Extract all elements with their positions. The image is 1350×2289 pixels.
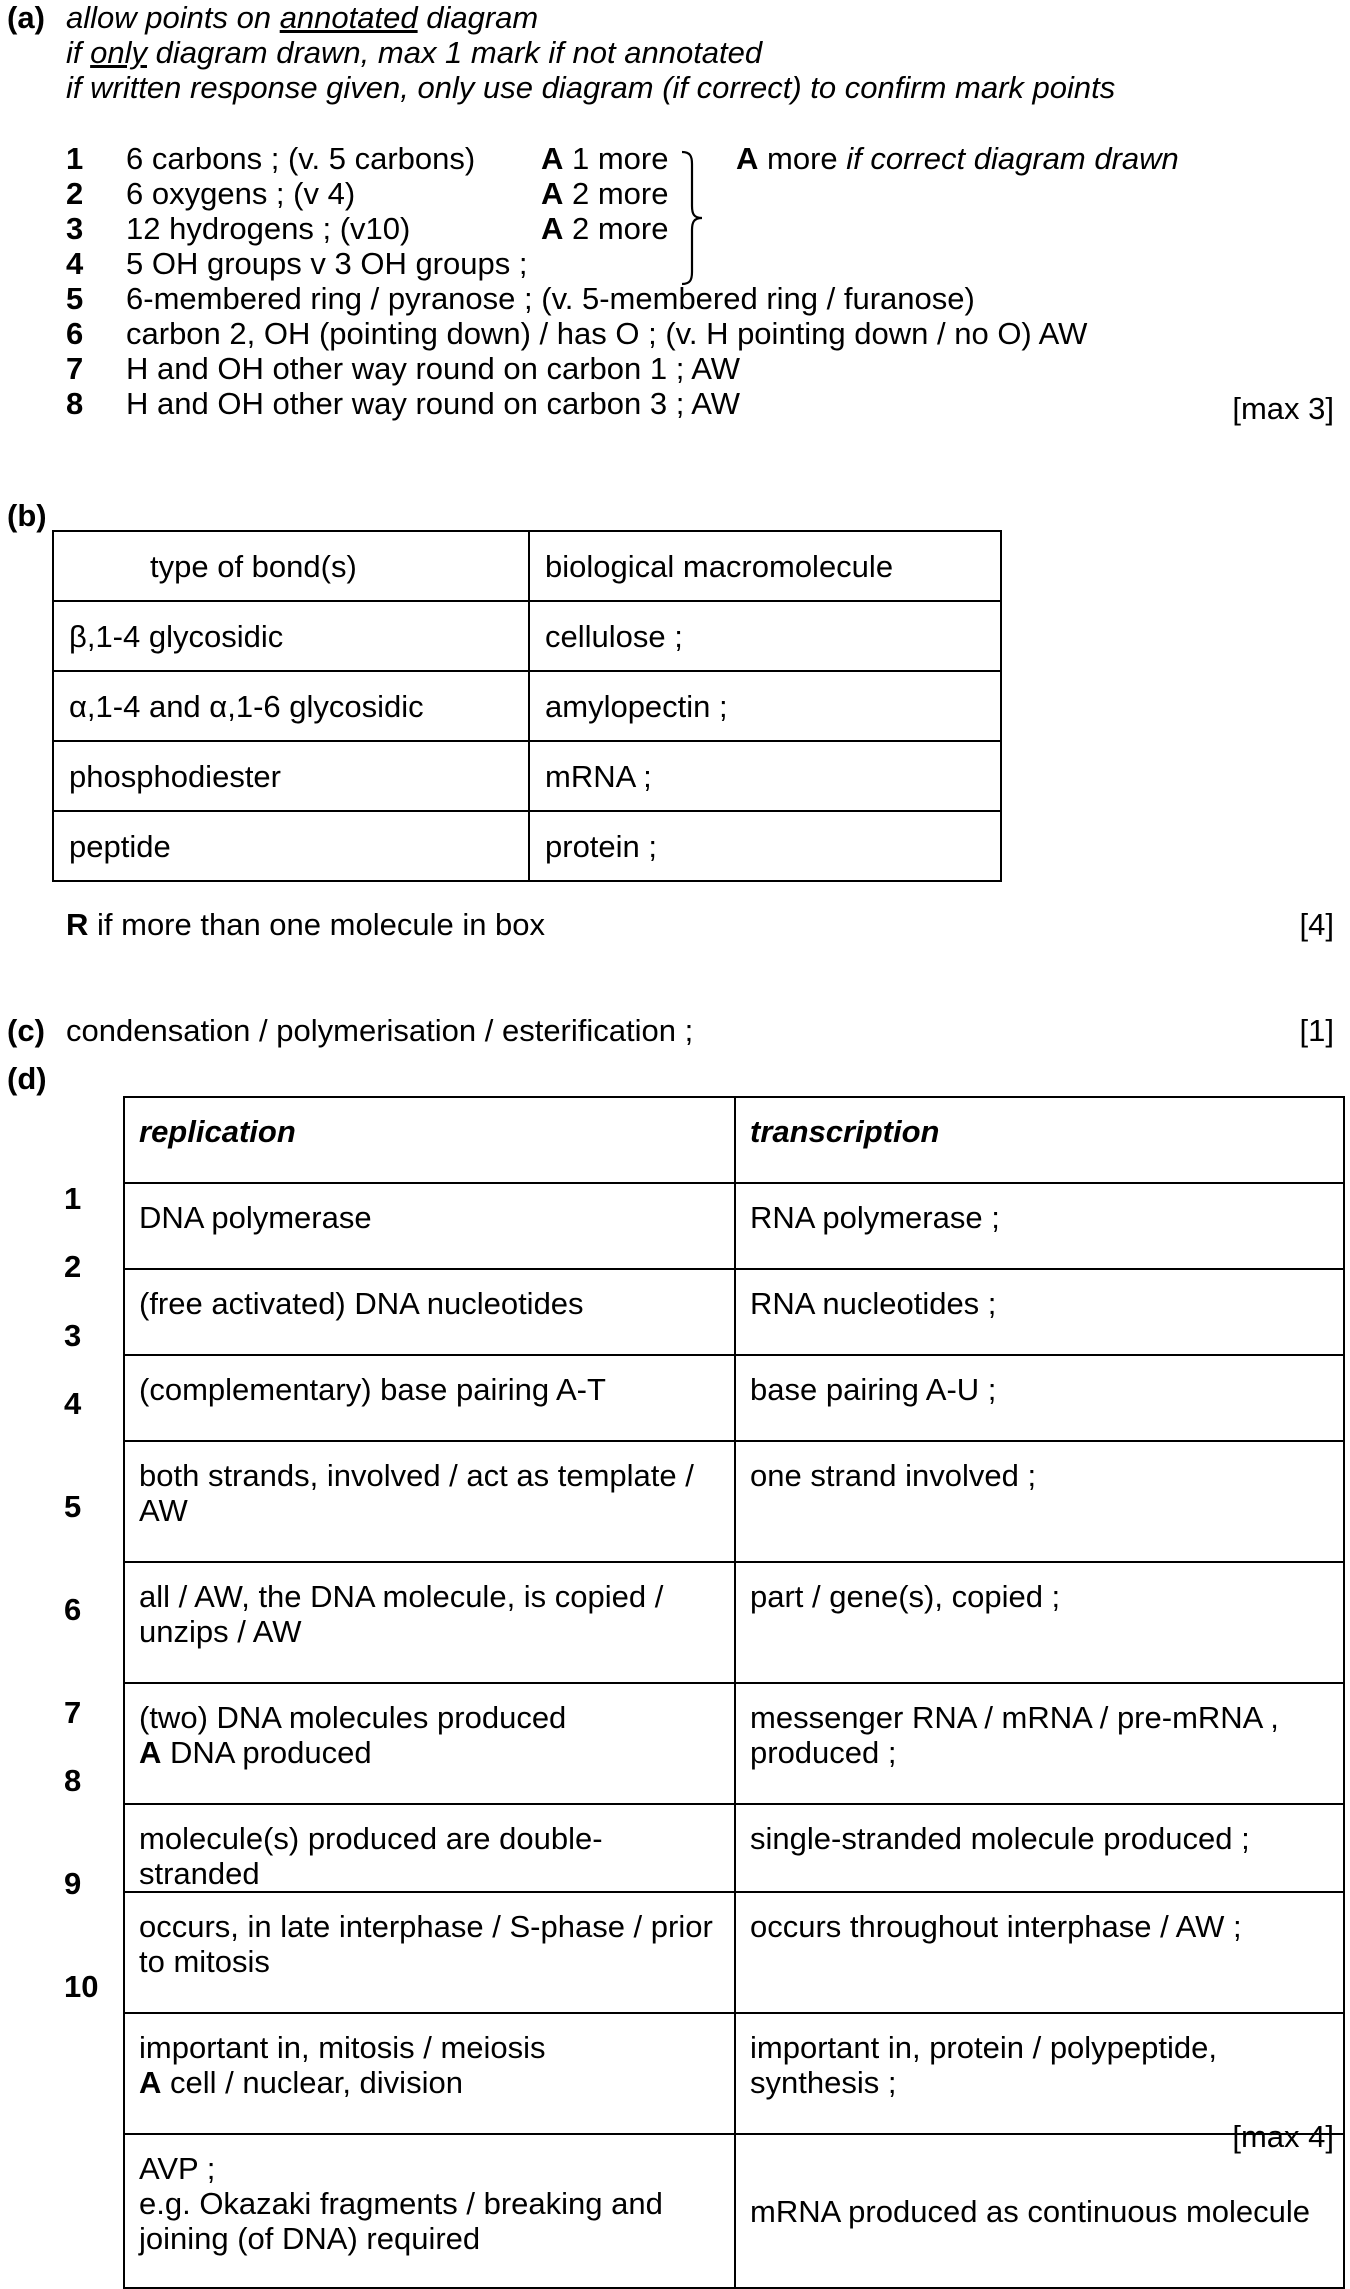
table-row [53,601,1001,671]
part-a-intro-1: allow points on annotated diagram [66,0,539,35]
table-cell [124,2134,735,2288]
row-number: 9 [64,1866,82,1901]
point-text: 6 oxygens ; (v 4) [126,176,356,211]
point-allow: A 1 more [541,141,669,176]
table-row [124,1269,1344,1355]
table-cell: base pairing A-U ; [735,1355,1344,1441]
table-cell: β,1-4 glycosidic [53,601,529,671]
point-text: 6-membered ring / pyranose ; (v. 5-membered ring / furanose) [126,281,975,316]
table-cell: protein ; [529,811,1001,881]
replication-transcription-table [123,1096,1345,2289]
point-number: 1 [66,141,84,176]
row-number: 6 [64,1592,82,1627]
table-cell: RNA polymerase ; [735,1183,1344,1269]
table-row [53,671,1001,741]
table-cell: DNA polymerase [124,1183,735,1269]
table-header-cell: biological macromolecule [529,531,1001,601]
row-number: 5 [64,1489,82,1524]
point-number: 5 [66,281,84,316]
table-header-row [53,531,1001,601]
point-text: 6 carbons ; (v. 5 carbons) [126,141,476,176]
table-cell: (complementary) base pairing A-T [124,1355,735,1441]
row-number: 8 [64,1763,82,1798]
table-cell: phosphodiester [53,741,529,811]
table-cell [124,1683,735,1804]
part-a-label: (a) [7,0,45,35]
point-text: carbon 2, OH (pointing down) / has O ; (v. H pointing down / no O) AW [126,316,1088,351]
part-b-label: (b) [7,498,47,533]
table-cell: mRNA ; [529,741,1001,811]
row-number: 2 [64,1249,82,1284]
point-number: 4 [66,246,84,281]
point-text: 5 OH groups v 3 OH groups ; [126,246,528,281]
table-cell: occurs throughout interphase / AW ; [735,1892,1344,2013]
table-row [124,1892,1344,2013]
part-c-marks: [1] [1299,1013,1334,1048]
part-a-intro-3: if written response given, only use diagram (if correct) to confirm mark points [66,70,1116,105]
cell-line: joining (of DNA) required [139,2221,481,2256]
table-header-cell: transcription [735,1097,1344,1183]
part-b-marks: [4] [1299,907,1334,942]
row-number: 7 [64,1695,82,1730]
bond-type-table [52,530,1002,882]
cell-line: all / AW, the DNA molecule, is copied / [139,1579,664,1614]
table-cell: molecule(s) produced are double-stranded [124,1804,735,1892]
point-text: H and OH other way round on carbon 3 ; AW [126,386,741,421]
cell-line: A DNA produced [139,1735,372,1770]
table-cell [124,1441,735,1562]
table-cell [124,1892,735,2013]
cell-line: to mitosis [139,1944,270,1979]
point-number: 2 [66,176,84,211]
table-cell: cellulose ; [529,601,1001,671]
cell-line: AW [139,1493,188,1528]
right-curly-brace-icon [680,150,706,286]
cell-line: (two) DNA molecules produced [139,1700,567,1735]
table-cell: α,1-4 and α,1-6 glycosidic [53,671,529,741]
point-allow: A 2 more [541,211,669,246]
row-number: 10 [64,1969,99,2004]
table-row [124,1441,1344,1562]
row-number: 4 [64,1386,82,1421]
cell-line: important in, mitosis / meiosis [139,2030,546,2065]
table-row [124,1355,1344,1441]
table-cell: RNA nucleotides ; [735,1269,1344,1355]
table-row [124,2134,1344,2288]
cell-line: AVP ; [139,2151,216,2186]
table-cell: mRNA produced as continuous molecule [735,2134,1344,2288]
cell-line: unzips / AW [139,1614,302,1649]
table-cell: important in, protein / polypeptide, synthesis ; [735,2013,1344,2134]
table-cell: part / gene(s), copied ; [735,1562,1344,1683]
brace-note: A more if correct diagram drawn [736,141,1179,176]
table-header-row [124,1097,1344,1183]
table-cell: peptide [53,811,529,881]
point-number: 6 [66,316,84,351]
table-row [124,1804,1344,1892]
cell-line: both strands, involved / act as template / [139,1458,694,1493]
table-header-cell: type of bond(s) [53,531,529,601]
part-d-max-marks: [max 4] [1232,2119,1334,2154]
point-text: 12 hydrogens ; (v10) [126,211,411,246]
table-header-cell: replication [124,1097,735,1183]
table-row [124,1683,1344,1804]
table-row [53,741,1001,811]
point-number: 7 [66,351,84,386]
point-number: 3 [66,211,84,246]
table-cell: (free activated) DNA nucleotides [124,1269,735,1355]
table-cell: messenger RNA / mRNA / pre-mRNA , produced ; [735,1683,1344,1804]
row-number: 3 [64,1318,82,1353]
table-row [124,2013,1344,2134]
cell-line: e.g. Okazaki fragments / breaking and [139,2186,663,2221]
table-cell: single-stranded molecule produced ; [735,1804,1344,1892]
part-d-label: (d) [7,1061,47,1096]
table-cell [124,2013,735,2134]
table-cell: amylopectin ; [529,671,1001,741]
table-cell: one strand involved ; [735,1441,1344,1562]
table-row [124,1183,1344,1269]
part-b-reject-note: R if more than one molecule in box [66,907,546,942]
point-allow: A 2 more [541,176,669,211]
part-c-label: (c) [7,1013,45,1048]
cell-line: A cell / nuclear, division [139,2065,463,2100]
part-c-answer: condensation / polymerisation / esterification ; [66,1013,694,1048]
part-a-intro-2: if only diagram drawn, max 1 mark if not annotated [66,35,763,70]
cell-line: occurs, in late interphase / S-phase / prior [139,1909,713,1944]
point-number: 8 [66,386,84,421]
part-a-max-marks: [max 3] [1232,391,1334,426]
table-cell [124,1562,735,1683]
row-number: 1 [64,1181,82,1216]
point-text: H and OH other way round on carbon 1 ; AW [126,351,741,386]
table-row [53,811,1001,881]
table-row [124,1562,1344,1683]
